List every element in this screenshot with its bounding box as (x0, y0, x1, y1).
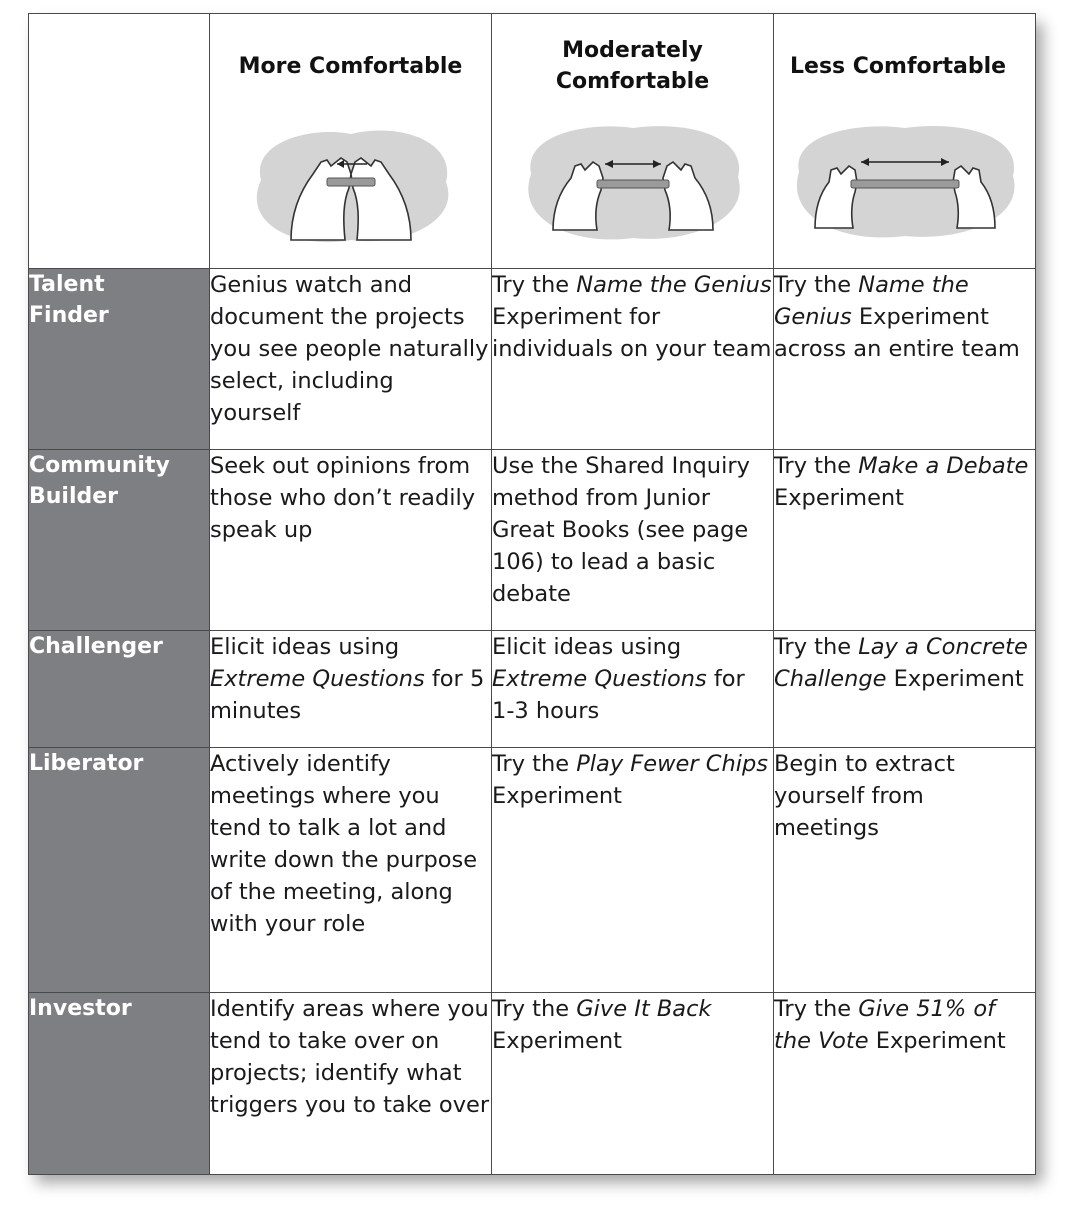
cell-text: Elicit ideas using (210, 634, 400, 660)
hands-stretch-medium-icon (492, 112, 773, 252)
experiment-name: Give It Back (576, 996, 712, 1022)
cell-less (774, 450, 1036, 631)
cell-less (774, 631, 1036, 748)
cell-more (210, 269, 492, 450)
table-row (29, 269, 1036, 450)
cell-moderately (492, 631, 774, 748)
cell-text: Experiment across an entire team (774, 304, 1020, 362)
experiment-name: Make a Debate (858, 453, 1029, 479)
row-label: Investor (29, 993, 210, 1175)
cell-moderately (492, 993, 774, 1175)
cell-moderately (492, 450, 774, 631)
corner-cell (29, 14, 210, 269)
experiment-name: Name the Genius (576, 272, 772, 298)
cell-text: for 1-3 hours (492, 666, 745, 724)
comfort-table (28, 13, 1036, 1175)
experiment-name: Name the Genius (774, 272, 969, 330)
row-label: Liberator (29, 748, 210, 993)
cell-more (210, 748, 492, 993)
cell-text: Try the (492, 272, 577, 298)
row-label: Talent Finder (29, 269, 210, 450)
cell-text: Try the (774, 453, 859, 479)
comfort-table-frame (28, 13, 1035, 1173)
cell-text: for 5 minutes (210, 666, 485, 724)
experiment-name: Give 51% of the Vote (774, 996, 996, 1054)
cell-text: Try the (774, 272, 859, 298)
cell-more (210, 450, 492, 631)
cell-less (774, 269, 1036, 450)
cell-less (774, 993, 1036, 1175)
hands-stretch-small-icon (210, 112, 491, 252)
cell-text: Try the (492, 996, 577, 1022)
column-header-less-comfortable (774, 14, 1036, 269)
cell-text: Experiment (774, 485, 905, 511)
cell-moderately (492, 269, 774, 450)
cell-text: Begin to extract yourself from meetings (774, 751, 955, 841)
cell-text: Identify areas where you tend to take over on projects; identify what triggers you to take over (210, 996, 490, 1118)
cell-text: Try the (774, 996, 859, 1022)
experiment-name: Extreme Questions (210, 666, 425, 692)
row-label: Challenger (29, 631, 210, 748)
column-header-more-comfortable (210, 14, 492, 269)
experiment-name: Lay a Concrete Challenge (774, 634, 1028, 692)
cell-text: Experiment (868, 1028, 1006, 1054)
cell-text: Try the (774, 634, 859, 660)
cell-text: Experiment for individuals on your team (492, 304, 772, 362)
row-label: Community Builder (29, 450, 210, 631)
cell-text: Experiment (492, 783, 623, 809)
hands-stretch-large-icon (774, 112, 1035, 252)
column-title-moderately: Moderately Comfortable (555, 38, 710, 94)
table-row (29, 993, 1036, 1175)
cell-text: Actively identify meetings where you tend to talk a lot and write down the purpose of the meeting, along with your role (210, 751, 478, 937)
cell-text: Elicit ideas using (492, 634, 682, 660)
cell-text: Use the Shared Inquiry method from Junior Great Books (see page 106) to lead a basic debate (492, 453, 750, 607)
column-title-more: More Comfortable (238, 53, 463, 79)
table-row (29, 631, 1036, 748)
cell-text: Experiment (886, 666, 1024, 692)
column-header-moderately-comfortable (492, 14, 774, 269)
cell-text: Genius watch and document the projects you see people naturally select, including yourself (210, 272, 489, 426)
cell-text: Experiment (492, 1028, 623, 1054)
column-title-less: Less Comfortable (790, 53, 1007, 79)
cell-text: Try the (492, 751, 577, 777)
cell-less (774, 748, 1036, 993)
header-row (29, 14, 1036, 269)
experiment-name: Extreme Questions (492, 666, 707, 692)
table-row (29, 450, 1036, 631)
cell-more (210, 631, 492, 748)
cell-more (210, 993, 492, 1175)
cell-text: Seek out opinions from those who don’t readily speak up (210, 453, 476, 543)
table-row (29, 748, 1036, 993)
experiment-name: Play Fewer Chips (576, 751, 768, 777)
cell-moderately (492, 748, 774, 993)
